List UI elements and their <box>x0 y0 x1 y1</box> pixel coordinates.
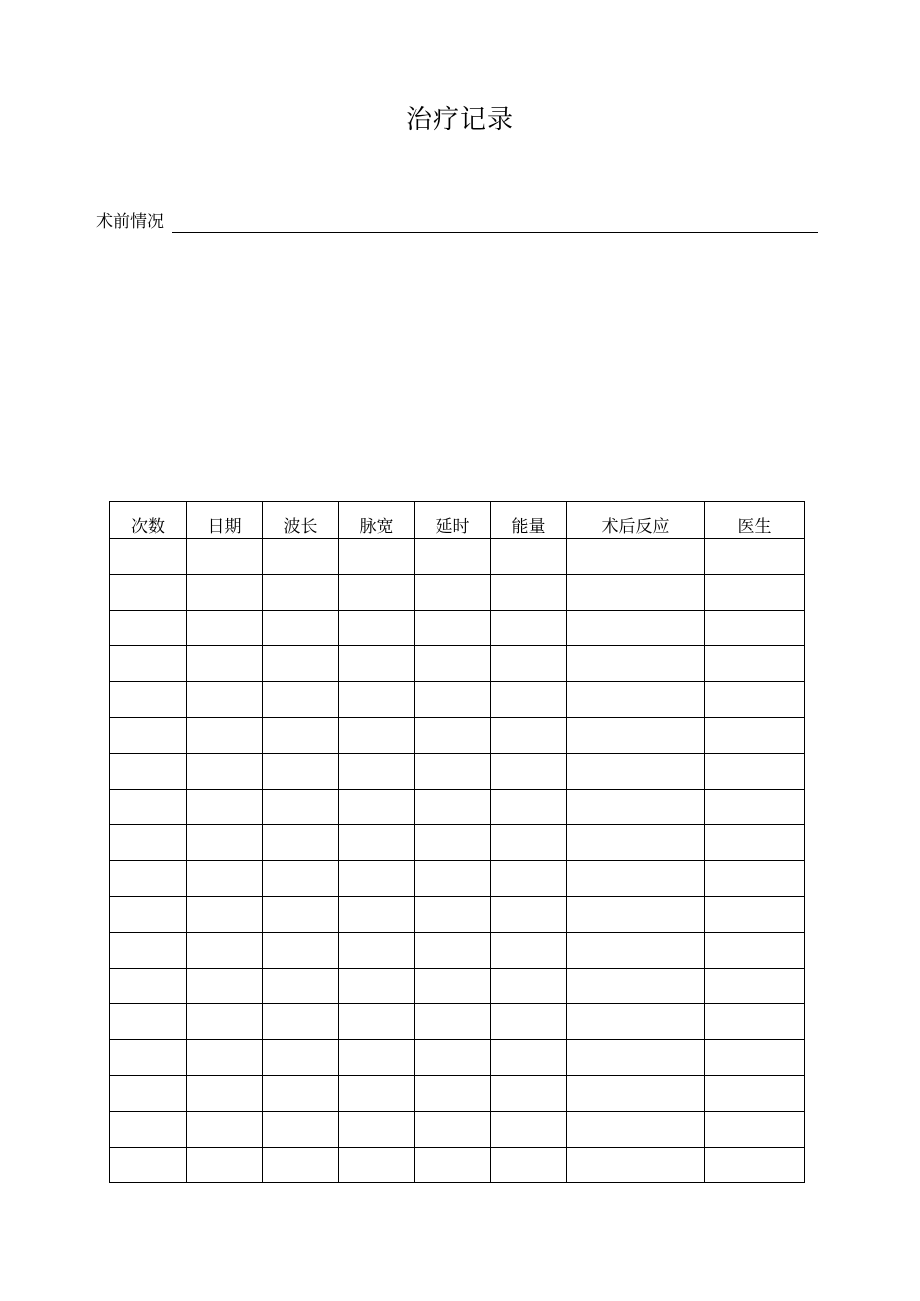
cell-doctor[interactable] <box>705 646 805 682</box>
cell-pulse-width[interactable] <box>339 1111 415 1147</box>
cell-energy[interactable] <box>491 1075 567 1111</box>
cell-energy[interactable] <box>491 574 567 610</box>
cell-doctor[interactable] <box>705 753 805 789</box>
cell-date[interactable] <box>187 574 263 610</box>
cell-pulse-width[interactable] <box>339 753 415 789</box>
cell-date[interactable] <box>187 825 263 861</box>
cell-date[interactable] <box>187 968 263 1004</box>
preop-section <box>96 208 818 236</box>
cell-count[interactable] <box>110 789 187 825</box>
cell-pulse-width[interactable] <box>339 896 415 932</box>
cell-energy[interactable] <box>491 610 567 646</box>
cell-count[interactable] <box>110 932 187 968</box>
table-body <box>110 539 805 1183</box>
column-header-post-op-reaction: 术后反应 <box>567 502 705 539</box>
column-header-doctor: 医生 <box>705 502 805 539</box>
cell-date[interactable] <box>187 646 263 682</box>
cell-count[interactable] <box>110 968 187 1004</box>
cell-wavelength[interactable] <box>263 968 339 1004</box>
cell-delay[interactable] <box>415 753 491 789</box>
cell-delay[interactable] <box>415 610 491 646</box>
cell-energy[interactable] <box>491 1040 567 1076</box>
cell-doctor[interactable] <box>705 574 805 610</box>
cell-count[interactable] <box>110 753 187 789</box>
cell-wavelength[interactable] <box>263 610 339 646</box>
cell-energy[interactable] <box>491 682 567 718</box>
cell-doctor[interactable] <box>705 717 805 753</box>
cell-post-op-reaction[interactable] <box>567 539 705 575</box>
cell-count[interactable] <box>110 574 187 610</box>
cell-pulse-width[interactable] <box>339 610 415 646</box>
column-header-count: 次数 <box>110 502 187 539</box>
cell-pulse-width[interactable] <box>339 789 415 825</box>
cell-delay[interactable] <box>415 932 491 968</box>
cell-post-op-reaction[interactable] <box>567 753 705 789</box>
cell-date[interactable] <box>187 932 263 968</box>
cell-wavelength[interactable] <box>263 1004 339 1040</box>
cell-delay[interactable] <box>415 825 491 861</box>
cell-post-op-reaction[interactable] <box>567 789 705 825</box>
cell-delay[interactable] <box>415 682 491 718</box>
cell-doctor[interactable] <box>705 682 805 718</box>
column-header-date: 日期 <box>187 502 263 539</box>
cell-energy[interactable] <box>491 717 567 753</box>
cell-energy[interactable] <box>491 825 567 861</box>
table-row <box>110 861 805 897</box>
cell-wavelength[interactable] <box>263 646 339 682</box>
table-row <box>110 610 805 646</box>
cell-date[interactable] <box>187 610 263 646</box>
table-row <box>110 1147 805 1183</box>
cell-post-op-reaction[interactable] <box>567 932 705 968</box>
cell-energy[interactable] <box>491 932 567 968</box>
cell-doctor[interactable] <box>705 610 805 646</box>
cell-pulse-width[interactable] <box>339 574 415 610</box>
cell-doctor[interactable] <box>705 896 805 932</box>
cell-delay[interactable] <box>415 789 491 825</box>
treatment-record-table <box>109 501 805 1183</box>
cell-date[interactable] <box>187 682 263 718</box>
cell-delay[interactable] <box>415 1075 491 1111</box>
table-row <box>110 753 805 789</box>
cell-count[interactable] <box>110 717 187 753</box>
cell-post-op-reaction[interactable] <box>567 1040 705 1076</box>
cell-count[interactable] <box>110 1040 187 1076</box>
cell-pulse-width[interactable] <box>339 682 415 718</box>
cell-delay[interactable] <box>415 1111 491 1147</box>
cell-wavelength[interactable] <box>263 574 339 610</box>
table-row <box>110 932 805 968</box>
cell-post-op-reaction[interactable] <box>567 1075 705 1111</box>
cell-post-op-reaction[interactable] <box>567 610 705 646</box>
cell-doctor[interactable] <box>705 1004 805 1040</box>
cell-pulse-width[interactable] <box>339 1147 415 1183</box>
cell-pulse-width[interactable] <box>339 968 415 1004</box>
cell-post-op-reaction[interactable] <box>567 861 705 897</box>
cell-count[interactable] <box>110 539 187 575</box>
cell-energy[interactable] <box>491 1111 567 1147</box>
cell-date[interactable] <box>187 1075 263 1111</box>
cell-wavelength[interactable] <box>263 896 339 932</box>
cell-count[interactable] <box>110 825 187 861</box>
cell-pulse-width[interactable] <box>339 932 415 968</box>
cell-wavelength[interactable] <box>263 1147 339 1183</box>
cell-post-op-reaction[interactable] <box>567 717 705 753</box>
cell-post-op-reaction[interactable] <box>567 1111 705 1147</box>
cell-delay[interactable] <box>415 861 491 897</box>
cell-date[interactable] <box>187 539 263 575</box>
cell-doctor[interactable] <box>705 1111 805 1147</box>
cell-date[interactable] <box>187 753 263 789</box>
table-header-row <box>110 502 805 539</box>
cell-delay[interactable] <box>415 968 491 1004</box>
column-header-pulse-width: 脉宽 <box>339 502 415 539</box>
cell-doctor[interactable] <box>705 1075 805 1111</box>
cell-delay[interactable] <box>415 1040 491 1076</box>
cell-energy[interactable] <box>491 861 567 897</box>
cell-energy[interactable] <box>491 1147 567 1183</box>
cell-post-op-reaction[interactable] <box>567 574 705 610</box>
cell-post-op-reaction[interactable] <box>567 825 705 861</box>
column-header-energy: 能量 <box>491 502 567 539</box>
cell-delay[interactable] <box>415 896 491 932</box>
table-row <box>110 646 805 682</box>
cell-energy[interactable] <box>491 646 567 682</box>
cell-post-op-reaction[interactable] <box>567 682 705 718</box>
cell-wavelength[interactable] <box>263 539 339 575</box>
cell-post-op-reaction[interactable] <box>567 1147 705 1183</box>
cell-doctor[interactable] <box>705 1040 805 1076</box>
cell-pulse-width[interactable] <box>339 646 415 682</box>
cell-wavelength[interactable] <box>263 1111 339 1147</box>
column-header-wavelength: 波长 <box>263 502 339 539</box>
cell-delay[interactable] <box>415 646 491 682</box>
preop-input-line[interactable] <box>172 208 818 233</box>
cell-date[interactable] <box>187 896 263 932</box>
table-row <box>110 682 805 718</box>
cell-date[interactable] <box>187 717 263 753</box>
page-title: 治疗记录 <box>405 105 514 135</box>
cell-post-op-reaction[interactable] <box>567 968 705 1004</box>
cell-count[interactable] <box>110 1004 187 1040</box>
cell-date[interactable] <box>187 789 263 825</box>
cell-delay[interactable] <box>415 1147 491 1183</box>
cell-doctor[interactable] <box>705 932 805 968</box>
cell-wavelength[interactable] <box>263 932 339 968</box>
cell-count[interactable] <box>110 646 187 682</box>
cell-count[interactable] <box>110 1147 187 1183</box>
table-row <box>110 539 805 575</box>
cell-pulse-width[interactable] <box>339 1075 415 1111</box>
cell-energy[interactable] <box>491 789 567 825</box>
table-row <box>110 825 805 861</box>
cell-energy[interactable] <box>491 753 567 789</box>
cell-energy[interactable] <box>491 539 567 575</box>
cell-pulse-width[interactable] <box>339 825 415 861</box>
cell-pulse-width[interactable] <box>339 717 415 753</box>
table-row <box>110 1040 805 1076</box>
cell-pulse-width[interactable] <box>339 1004 415 1040</box>
cell-count[interactable] <box>110 1111 187 1147</box>
cell-post-op-reaction[interactable] <box>567 1004 705 1040</box>
cell-doctor[interactable] <box>705 861 805 897</box>
cell-date[interactable] <box>187 1111 263 1147</box>
cell-delay[interactable] <box>415 717 491 753</box>
cell-doctor[interactable] <box>705 1147 805 1183</box>
cell-wavelength[interactable] <box>263 861 339 897</box>
cell-count[interactable] <box>110 896 187 932</box>
cell-date[interactable] <box>187 1147 263 1183</box>
column-header-delay: 延时 <box>415 502 491 539</box>
cell-doctor[interactable] <box>705 789 805 825</box>
cell-count[interactable] <box>110 1075 187 1111</box>
cell-pulse-width[interactable] <box>339 539 415 575</box>
cell-wavelength[interactable] <box>263 717 339 753</box>
cell-wavelength[interactable] <box>263 1075 339 1111</box>
table-row <box>110 896 805 932</box>
cell-wavelength[interactable] <box>263 682 339 718</box>
cell-energy[interactable] <box>491 896 567 932</box>
cell-pulse-width[interactable] <box>339 1040 415 1076</box>
cell-post-op-reaction[interactable] <box>567 896 705 932</box>
cell-date[interactable] <box>187 1004 263 1040</box>
cell-wavelength[interactable] <box>263 825 339 861</box>
cell-delay[interactable] <box>415 1004 491 1040</box>
cell-date[interactable] <box>187 861 263 897</box>
cell-delay[interactable] <box>415 539 491 575</box>
cell-count[interactable] <box>110 861 187 897</box>
cell-wavelength[interactable] <box>263 789 339 825</box>
cell-doctor[interactable] <box>705 968 805 1004</box>
cell-energy[interactable] <box>491 1004 567 1040</box>
cell-count[interactable] <box>110 682 187 718</box>
cell-count[interactable] <box>110 610 187 646</box>
table-row <box>110 1004 805 1040</box>
cell-wavelength[interactable] <box>263 753 339 789</box>
table-row <box>110 717 805 753</box>
cell-post-op-reaction[interactable] <box>567 646 705 682</box>
table-row <box>110 1111 805 1147</box>
cell-pulse-width[interactable] <box>339 861 415 897</box>
cell-energy[interactable] <box>491 968 567 1004</box>
cell-delay[interactable] <box>415 574 491 610</box>
cell-date[interactable] <box>187 1040 263 1076</box>
cell-wavelength[interactable] <box>263 1040 339 1076</box>
table-row <box>110 968 805 1004</box>
table-row <box>110 789 805 825</box>
cell-doctor[interactable] <box>705 539 805 575</box>
table-row <box>110 1075 805 1111</box>
cell-doctor[interactable] <box>705 825 805 861</box>
preop-label: 术前情况 <box>96 212 164 232</box>
table-row <box>110 574 805 610</box>
